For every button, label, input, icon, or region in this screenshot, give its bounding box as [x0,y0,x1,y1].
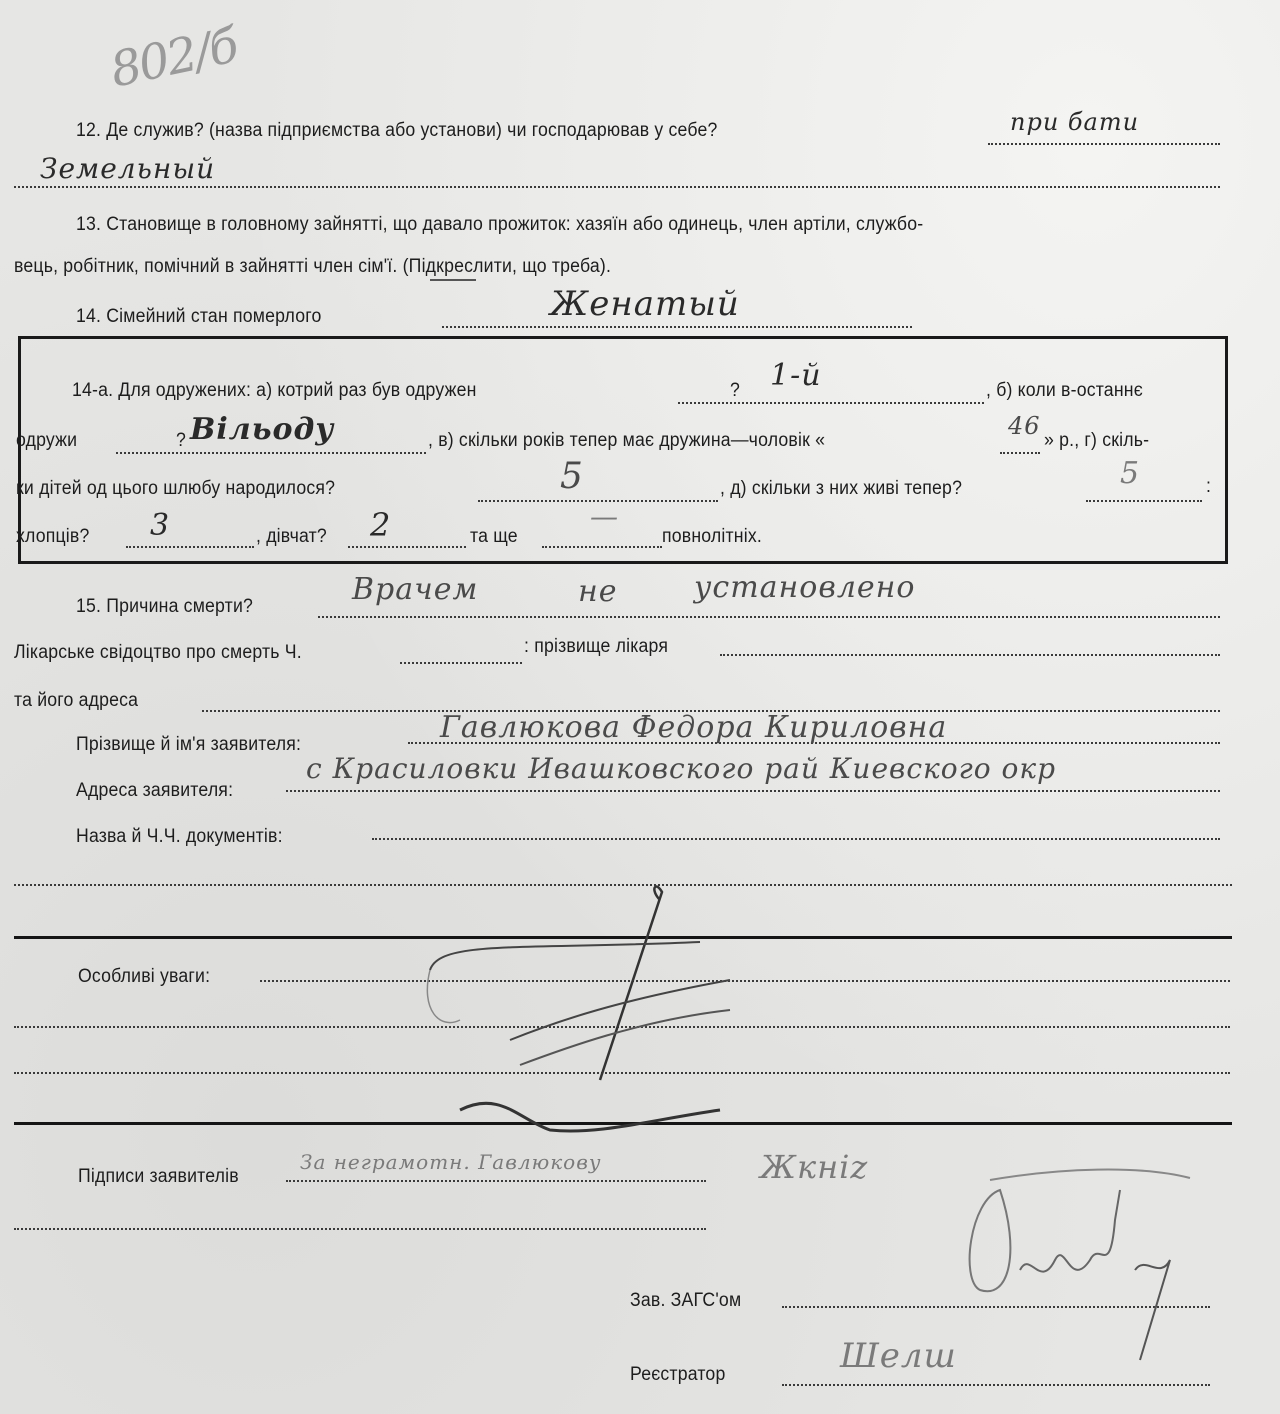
applicant-address-label: Адреса заявителя: [76,780,234,801]
q14-answer-line[interactable] [442,326,912,328]
q14a-label-d: » р., г) скіль- [1044,430,1150,451]
q14a-answer-a-line[interactable] [678,402,984,404]
q14a-label-adults: повнолітніх. [662,526,762,547]
q14a-boys-handwriting: 3 [150,508,171,543]
q14a-answer-b-handwriting: Вiльоду [190,412,335,447]
q13-underline-family-member [430,279,476,281]
q14a-adults-line[interactable] [542,546,662,548]
q14a-answer-b-line[interactable] [116,452,426,454]
q15-answer-word1: Врачем [352,572,479,607]
medical-certificate-label: Лікарське свідоцтво про смерть Ч. [14,642,302,663]
q14a-label-c: , в) скільки років тепер має дружина—чоловік « [428,430,826,451]
q14a-question-mark: ? [730,380,741,401]
q14a-label-b: , б) коли в-останнє [986,380,1143,401]
q12-answer-line1[interactable] [988,143,1220,145]
q14a-answer-d-handwriting: 5 [560,456,584,497]
doctor-address-label: та його адреса [14,690,139,711]
applicants-signatures-line[interactable] [286,1180,706,1182]
q14a-girls-line[interactable] [348,546,466,548]
q12-label: 12. Де служив? (назва підприємства або установи) чи господарював у себе? [76,120,718,141]
applicant-address-line[interactable] [286,790,1220,792]
applicants-signatures-label: Підписи заявителів [78,1166,239,1187]
q14a-answer-c-line[interactable] [1000,452,1040,454]
q15-label: 15. Причина смерти? [76,596,254,617]
documents-line[interactable] [372,838,1220,840]
q12-answer-handwriting-2: Земельный [40,152,216,185]
q14-answer-handwriting: Женатый [550,284,740,324]
notes-label: Особливі уваги: [78,966,211,987]
q14a-question-mark-2: ? [176,430,187,451]
registrar-signature-handwriting: Шелш [840,1336,957,1376]
applicant-name-handwriting: Гавлюкова Федора Кириловна [440,710,948,745]
applicant-name-label: Прізвище й ім'я заявителя: [76,734,302,755]
q14-label: 14. Сімейний стан померлого [76,306,322,327]
q12-answer-handwriting-1: при бати [1010,108,1140,136]
q14a-boys-line[interactable] [126,546,254,548]
zags-head-label: Зав. ЗАГС'ом [630,1290,742,1311]
q14a-label-e: ки дітей од цього шлюбу народилося? [16,478,336,499]
q14a-label-f: , д) скільки з них живі тепер? [720,478,963,499]
q14a-girls-handwriting: 2 [370,506,392,544]
q14a-label-girls: , дівчат? [256,526,327,547]
q14a-adults-handwriting: — [590,500,619,533]
doctor-name-label: : прізвище лікаря [524,636,669,657]
q15-answer-word3: установлено [694,570,916,605]
q14a-answer-e-line[interactable] [1086,500,1202,502]
applicant-signature-scrawl: Жкнiz [760,1148,869,1186]
doctor-name-line[interactable] [720,654,1220,656]
q12-answer-line2[interactable] [14,186,1220,188]
q13-label-line1: 13. Становище в головному зайнятті, що давало прожиток: хазяїн або одинець, член артіли, службо- [76,214,924,235]
q15-answer-line[interactable] [318,616,1220,618]
q14a-label-a: 14-а. Для одружених: а) котрий раз був одружен [72,380,477,401]
applicants-signatures-handwriting: За неграмотн. Гавлюкову [300,1150,602,1174]
q14a-label-b-cont: одружи [16,430,78,451]
registrar-signature-line[interactable] [782,1384,1210,1386]
q14a-answer-a-handwriting: 1-й [770,358,822,393]
cancellation-stroke-mark [400,880,760,1140]
q14a-label-more: та ще [470,526,518,547]
applicants-signatures-line-2[interactable] [14,1228,706,1230]
medical-certificate-number-line[interactable] [400,662,522,664]
archive-number: 802/б [105,17,242,99]
q14a-answer-c-handwriting: 46 [1008,412,1041,440]
q14a-label-boys: хлопців? [16,526,90,547]
q14a-colon: : [1206,476,1212,497]
documents-label: Назва й Ч.Ч. документів: [76,826,283,847]
q13-label-line2: вець, робітник, помічний в зайнятті член сім'ї. (Підкреслити, що треба). [14,256,612,277]
applicant-address-handwriting: с Красиловки Ивашковского рай Киевского окр [306,752,1056,785]
q15-answer-word2: не [578,574,618,609]
registrar-label: Реєстратор [630,1364,726,1385]
q14a-answer-e-handwriting: 5 [1120,456,1141,491]
